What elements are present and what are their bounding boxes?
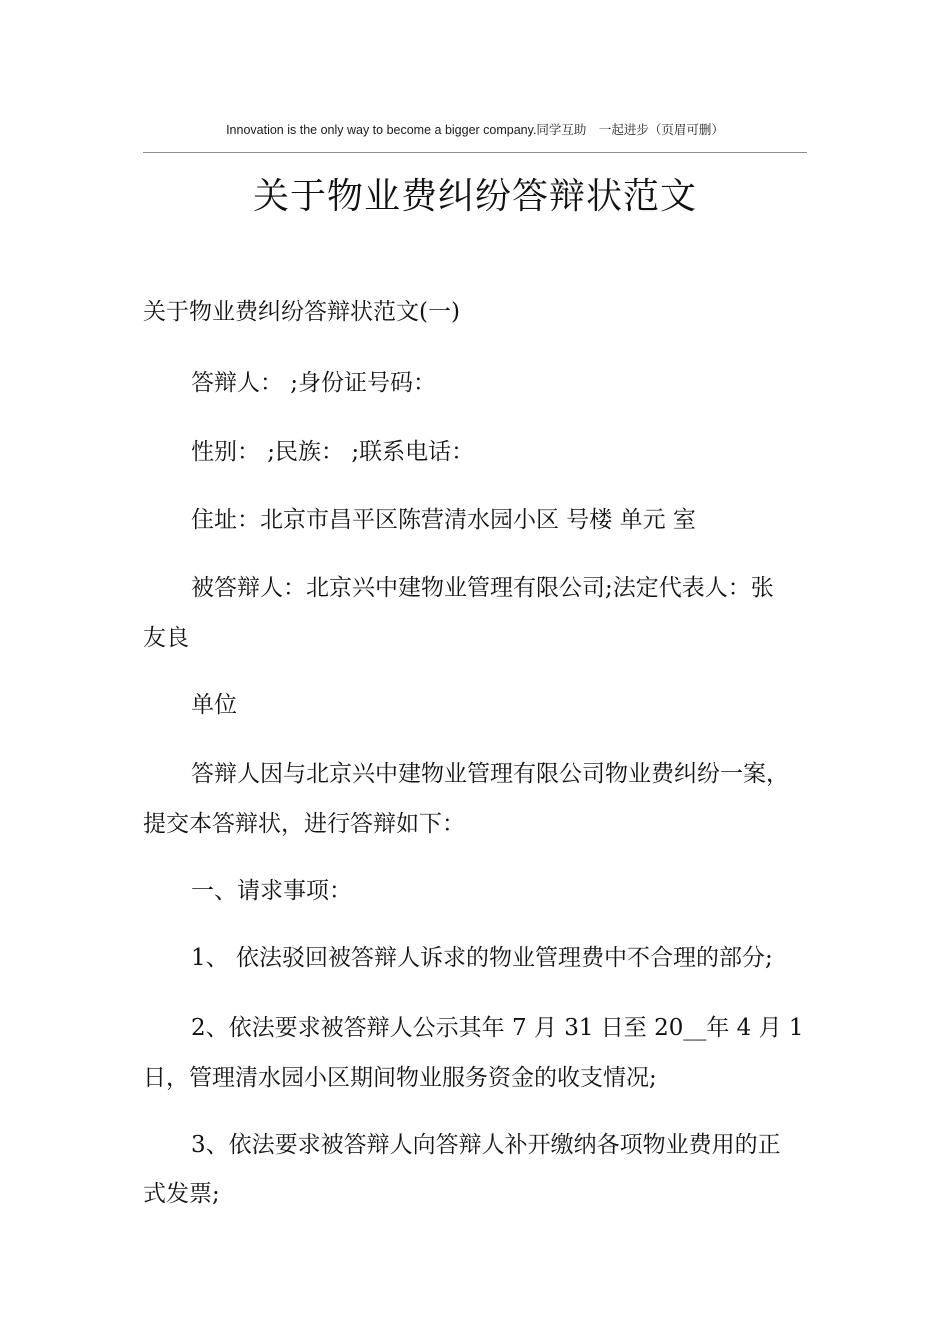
request-item-3-continued: 式发票; xyxy=(143,1181,220,1207)
request-item-2: 2、依法要求被答辩人公示其年 7 月 31 日至 20__年 4 月 1 xyxy=(191,1015,804,1041)
defendant-line: 被答辩人：北京兴中建物业管理有限公司;法定代表人：张 xyxy=(191,575,774,601)
defendant-line-continued: 友良 xyxy=(143,625,189,651)
page-header: Innovation is the only way to become a bigger company.同学互助 一起进步（页眉可删） xyxy=(226,123,724,137)
document-title: 关于物业费纠纷答辩状范文 xyxy=(252,176,697,217)
gender-line: 性别： ;民族： ;联系电话： xyxy=(191,439,475,465)
respondent-line: 答辩人： ;身份证号码： xyxy=(191,370,437,396)
intro-paragraph-line: 答辩人因与北京兴中建物业管理有限公司物业费纠纷一案， xyxy=(191,761,789,787)
request-item-1: 1、 依法驳回被答辩人诉求的物业管理费中不合理的部分; xyxy=(191,945,773,971)
section-heading: 关于物业费纠纷答辩状范文(一) xyxy=(143,299,460,325)
request-item-2-continued: 日，管理清水园小区期间物业服务资金的收支情况; xyxy=(143,1065,657,1091)
unit-line: 单位 xyxy=(191,692,237,718)
header-divider xyxy=(143,152,807,153)
address-line: 住址：北京市昌平区陈营清水园小区 号楼 单元 室 xyxy=(191,507,696,533)
request-item-3: 3、依法要求被答辩人向答辩人补开缴纳各项物业费用的正 xyxy=(191,1132,781,1158)
intro-paragraph-line-continued: 提交本答辩状，进行答辩如下： xyxy=(143,811,465,837)
requests-heading: 一、请求事项： xyxy=(191,878,352,904)
